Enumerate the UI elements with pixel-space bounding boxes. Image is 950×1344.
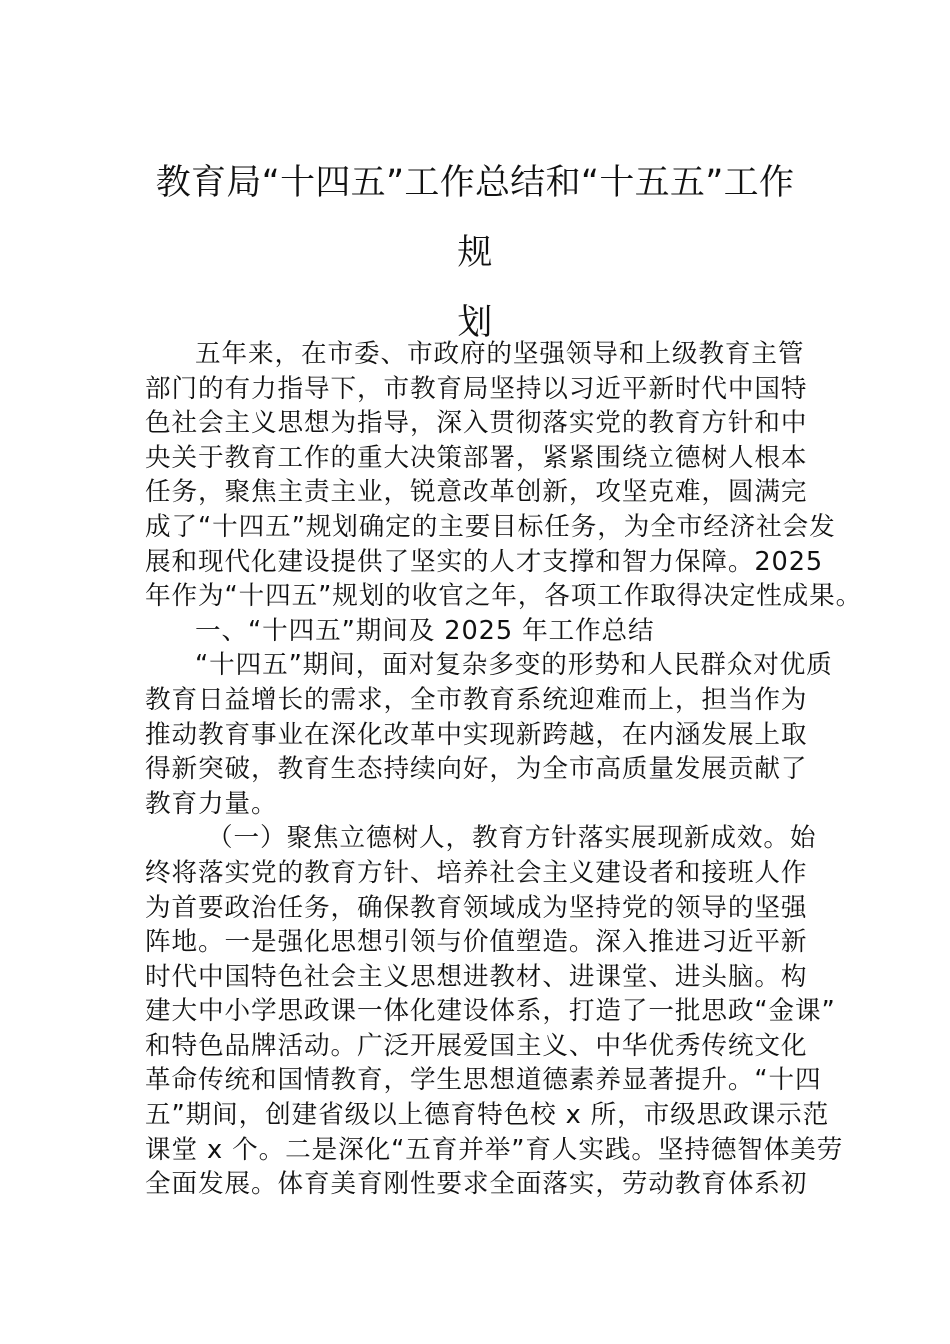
subsection-paragraph-line: 建大中小学思政课一体化建设体系，打造了一批思政“金课” <box>145 996 836 1027</box>
subsection-paragraph-line: 革命传统和国情教育，学生思想道德素养显著提升。“十四 <box>145 1065 822 1096</box>
subsection-paragraph-line: 五”期间，创建省级以上德育特色校 x 所，市级思政课示范 <box>145 1100 830 1131</box>
subsection-paragraph-line: 课堂 x 个。二是深化“五育并举”育人实践。坚持德智体美劳 <box>145 1134 844 1165</box>
paragraph-intro-line: 任务，聚焦主责主业，锐意改革创新，攻坚克难，圆满完 <box>145 477 808 508</box>
paragraph-intro-line: 展和现代化建设提供了坚实的人才支撑和智力保障。2025 <box>145 546 824 577</box>
subsection-paragraph-line: 阵地。一是强化思想引领与价值塑造。深入推进习近平新 <box>145 927 808 958</box>
subsection-paragraph-line: （一）聚焦立德树人，教育方针落实展现新成效。始 <box>207 823 817 854</box>
subsection-paragraph-line: 为首要政治任务，确保教育领域成为坚持党的领导的坚强 <box>145 892 808 923</box>
paragraph-intro-line: 年作为“十四五”规划的收官之年，各项工作取得决定性成果。 <box>145 581 863 612</box>
paragraph-intro-line: 五年来，在市委、市政府的坚强领导和上级教育主管 <box>195 339 805 369</box>
subsection-paragraph-line: 终将落实党的教育方针、培养社会主义建设者和接班人作 <box>145 857 808 888</box>
paragraph-intro-line: 部门的有力指导下，市教育局坚持以习近平新时代中国特 <box>145 373 808 404</box>
paragraph-intro-line: 色社会主义思想为指导，深入贯彻落实党的教育方针和中 <box>145 408 808 439</box>
paragraph-summary-line: “十四五”期间，面对复杂多变的形势和人民群众对优质 <box>195 650 833 681</box>
paragraph-summary-line: 教育力量。 <box>145 788 278 819</box>
section-heading-1: 一、“十四五”期间及 2025 年工作总结 <box>195 615 655 646</box>
document-title <box>140 148 810 358</box>
title-line-2: 划 <box>457 303 493 343</box>
subsection-paragraph-line: 时代中国特色社会主义思想进教材、进课堂、进头脑。构 <box>145 961 808 992</box>
title-line-1: 教育局“十四五”工作总结和“十五五”工作规 <box>155 163 795 273</box>
paragraph-summary-line: 推动教育事业在深化改革中实现新跨越，在内涵发展上取 <box>145 719 808 750</box>
document-body <box>145 337 863 1202</box>
paragraph-intro-line: 成了“十四五”规划确定的主要目标任务，为全市经济社会发 <box>145 511 836 542</box>
subsection-paragraph-line: 和特色品牌活动。广泛开展爱国主义、中华优秀传统文化 <box>145 1030 808 1061</box>
paragraph-summary-line: 得新突破，教育生态持续向好，为全市高质量发展贡献了 <box>145 754 808 785</box>
paragraph-summary-line: 教育日益增长的需求，全市教育系统迎难而上，担当作为 <box>145 684 808 715</box>
paragraph-intro-line: 央关于教育工作的重大决策部署，紧紧围绕立德树人根本 <box>145 442 808 473</box>
subsection-paragraph-line: 全面发展。体育美育刚性要求全面落实，劳动教育体系初 <box>145 1169 808 1200</box>
